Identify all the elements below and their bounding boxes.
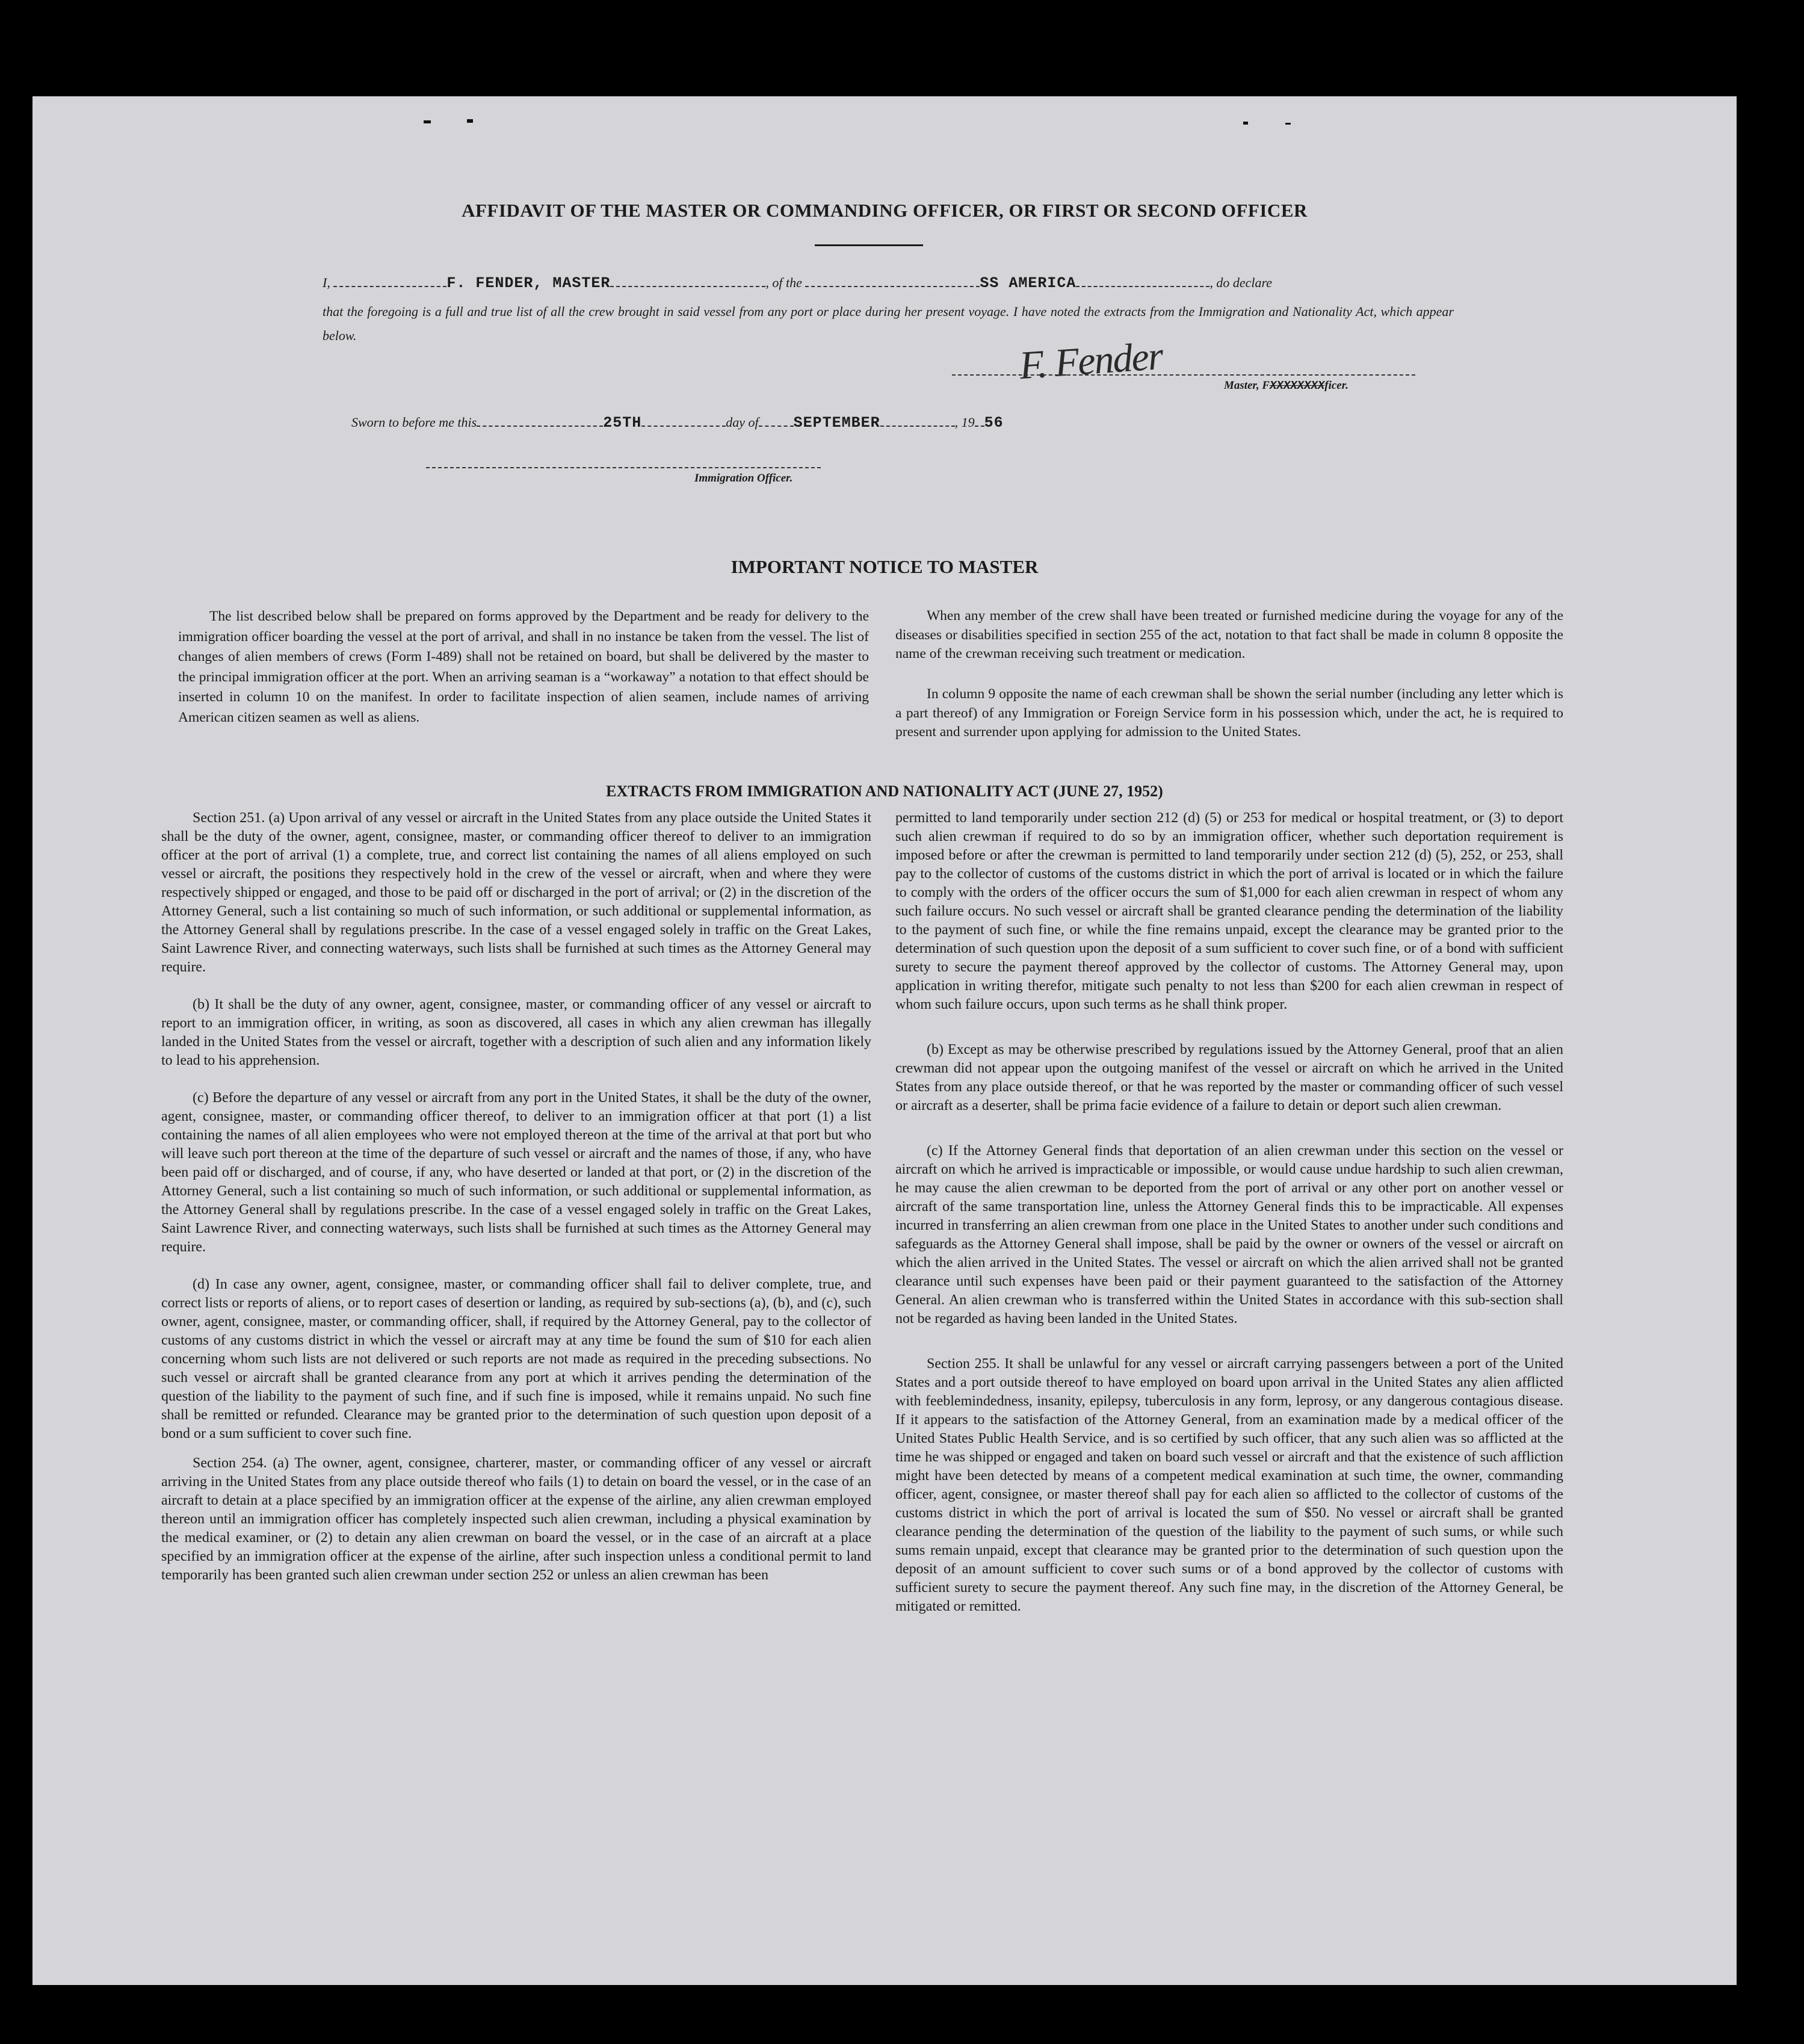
title-rule: [815, 244, 923, 246]
section-251-a: Section 251. (a) Upon arrival of any vessel or aircraft in the United States from any place outside the United States it shall be the duty of the owner, agent, consignee, master, or commanding officer thereof to deliver to an immigration officer at the port of arrival (1) a complete, true, and correct list containing the names of all aliens employed on such vessel or aircraft, the positions they respectively hold in the crew of the vessel or aircraft, when and where they were respectively shipped or engaged, and those to be paid off or discharged in the port of arrival; or (2) in the discretion of the Attorney General, such a list containing so much of such information, or such additional or supplemental information, as the Attorney General shall by regulations prescribe. In the case of a vessel engaged solely in traffic on the Great Lakes, Saint Lawrence River, and connecting waterways, such lists shall be furnished at such times as the Attorney General may require.: [161, 810, 871, 975]
scan-speck: [1243, 122, 1248, 125]
sworn-label: Sworn to before me this: [351, 415, 477, 430]
immigration-officer-caption: Immigration Officer.: [694, 472, 793, 485]
day-field[interactable]: 25TH: [603, 414, 642, 432]
master-name-field[interactable]: F. FENDER, MASTER: [446, 274, 611, 292]
month-field[interactable]: SEPTEMBER: [793, 414, 880, 432]
year-prefix: , 19: [954, 415, 975, 430]
signature-line: [952, 374, 1415, 376]
affidavit-title: AFFIDAVIT OF THE MASTER OR COMMANDING OFFICER, OR FIRST OR SECOND OFFICER: [462, 200, 1308, 221]
scan-speck: [1285, 123, 1291, 125]
year-field[interactable]: 56: [984, 414, 1004, 432]
day-of-label: day of: [726, 415, 759, 430]
immigration-officer-line: [426, 467, 821, 468]
section-254-a-cont: permitted to land temporarily under section 212 (d) (5) or 253 for medical or hospital treatment, or (3) to deport such alien crewman if required to do so by an immigration officer, whether such deportation requirement is imposed before or after the crewman is permitted to land temporarily under section 212 (d) (5), 252, or 253, shall pay to the collector of customs of the customs district in which the port of arrival is located or in which the failure to comply with the orders of the officer occurs the sum of $1,000 for each alien crewman in respect of whom any such failure occurs. No such vessel or aircraft shall be granted clearance pending the determination of the liability to the payment of such fine, or while the fine remains unpaid, except the clearance may be granted prior to the determination of such question upon the deposit of a sum sufficient to cover such fine, or of a bond with sufficient surety to secure the payment thereof approved by the collector of customs. The Attorney General may, upon application in writing therefor, mitigate such penalty to not less than $200 for each alien crewman in respect of whom such failure occurs, upon such terms as he shall think proper.: [895, 810, 1563, 1012]
of-the-label: , of the: [765, 275, 802, 290]
notice-title: IMPORTANT NOTICE TO MASTER: [731, 556, 1039, 577]
notice-left-text: The list described below shall be prepared on forms approved by the Department and be ready for delivery to the immigration officer boarding the vessel at the port of arrival, and shall in no instance be taken from the vessel. The list of changes of alien members of crews (Form I-489) shall not be retained on board, but shall be delivered by the master to the principal immigration officer at the port. When an arriving seaman is a “workaway” a notation to that effect should be inserted in column 10 on the manifest. In order to facilitate inspection of alien seamen, include names of arriving American citizen seamen as well as aliens.: [178, 609, 869, 725]
notice-right-text-1: When any member of the crew shall have been treated or furnished medicine during the voyage for any of the diseases or disabilities specified in section 255 of the act, notation to that fact shall be made in column 8 opposite the name of the crewman receiving such treatment or medication.: [895, 608, 1563, 661]
document-page: [32, 96, 1737, 1985]
extracts-right-column: [895, 809, 1563, 1635]
prefix-i: I,: [323, 275, 330, 290]
dash-fill: [880, 426, 955, 427]
declaration-text: that the foregoing is a full and true list of all the crew brought in said vessel from any port or place during her present voyage. I have noted the extracts from the Immigration and Nationality Act, which appear below.: [323, 304, 1454, 343]
master-caption: Master, FXXXXXXXXficer.: [1224, 379, 1348, 392]
struck-out-text: XXXXXXXX: [1270, 379, 1325, 392]
dash-fill: [333, 286, 446, 287]
section-255: Section 255. It shall be unlawful for any vessel or aircraft carrying passengers between a port of the United States and a port outside thereof to have employed on board upon arrival in the United States any alien afflicted with feeblemindedness, insanity, epilepsy, tuberculosis in any form, leprosy, or any dangerous contagious disease. If it appears to the satisfaction of the Attorney General, from an examination made by a medical officer of the United States Public Health Service, and is so certified by such officer, that any such alien was so afflicted at the time he was shipped or engaged and taken on board such vessel or aircraft and that the existence of such affliction might have been detected by means of a competent medical examination at such time, the owner, commanding officer, agent, consignee, or master thereof shall pay for each alien so afflicted to the collector of customs of the customs district in which the port of arrival is located the sum of $50. No vessel or aircraft shall be granted clearance pending the determination of the question of the liability to the payment of such sums, or while such sums remain unpaid, except that clearance may be granted prior to the determination of such question upon the deposit of an amount sufficient to cover such sums or of a bond approved by the collector of customs with sufficient surety to secure the payment thereof. Any such fine may, in the discretion of the Attorney General, be mitigated or remitted.: [895, 1356, 1563, 1614]
section-251-d: (d) In case any owner, agent, consignee, master, or commanding officer shall fail to deliver complete, true, and correct lists or reports of aliens, or to report cases of desertion or landing, as required by sub-sections (a), (b), and (c), such owner, agent, consignee, master, or commanding officer, shall, if required by the Attorney General, pay to the collector of customs of any customs district in which the vessel or aircraft may at any time be found the sum of $10 for each alien concerning whom such lists are not delivered or such reports are not made as required in the preceding subsections. No such vessel or aircraft shall be granted clearance from any port at which it arrives pending the determination of the question of the liability to the payment of such fine, and if such fine is imposed, while it remains unpaid. No such fine shall be remitted or refunded. Clearance may be granted prior to the determination of such question upon deposit of a bond or a sum sufficient to cover such fine.: [161, 1277, 871, 1442]
do-declare-label: , do declare: [1209, 275, 1273, 290]
scan-speck: [467, 119, 473, 123]
dash-fill: [1076, 286, 1209, 287]
declarant-line: [323, 274, 1460, 292]
dash-fill: [805, 286, 980, 287]
section-254-b: (b) Except as may be otherwise prescribed by regulations issued by the Attorney General, proof that an alien crewman did not appear upon the outgoing manifest of the vessel or aircraft on which he arrived in the United States from any place outside thereof, or that he was reported by the master or commanding officer of such vessel or aircraft as a deserter, shall be prima facie evidence of a failure to detain or deport such alien crewman.: [895, 1042, 1563, 1113]
dash-fill: [610, 286, 765, 287]
section-254-c: (c) If the Attorney General finds that deportation of an alien crewman under this section on the vessel or aircraft on which he arrived is impracticable or impossible, or would cause undue hardship to such alien crewman, he may cause the alien crewman to be deported from the port of arrival or any other port on another vessel or aircraft of the same transportation line, unless the Attorney General finds this to be impracticable. All expenses incurred in transferring an alien crewman from one place in the United States to another under such conditions and safeguards as the Attorney General shall impose, shall be paid by the owner or owners of the vessel or aircraft on which the alien arrived in the United States. The vessel or aircraft on which the alien arrived shall not be granted clearance until such expenses have been paid or their payment guaranteed to the satisfaction of the Attorney General. An alien crewman who is transferred within the United States in accordance with this sub-section shall not be regarded as having been landed in the United States.: [895, 1143, 1563, 1327]
master-signature: F. Fender: [1018, 333, 1164, 388]
dash-fill: [759, 426, 794, 427]
section-251-b: (b) It shall be the duty of any owner, agent, consignee, master, or commanding officer of any vessel or aircraft to report to an immigration officer, in writing, as soon as discovered, all cases in which any alien crewman has illegally landed in the United States from the vessel or aircraft, together with a description of such alien and any information likely to lead to his apprehension.: [161, 997, 871, 1068]
extracts-left-column: [161, 809, 871, 1603]
extracts-title: EXTRACTS FROM IMMIGRATION AND NATIONALITY ACT (JUNE 27, 1952): [606, 782, 1163, 800]
dash-fill: [975, 426, 984, 427]
notice-right-text-2: In column 9 opposite the name of each crewman shall be shown the serial number (including any letter which is a part thereof) of any Immigration or Foreign Service form in his possession which, under the act, he is required to present and surrender upon applying for admission to the United States.: [895, 686, 1563, 740]
section-254-a: Section 254. (a) The owner, agent, consignee, charterer, master, or commanding officer of any vessel or aircraft arriving in the United States from any place outside thereof who fails (1) to detain on board the vessel, or in the case of an aircraft to detain at a place specified by an immigration officer at the expense of the airline, any alien crewman employed thereon until an immigration officer has completely inspected such alien crewman, including a physical examination by the medical examiner, or (2) to detain any alien crewman on board the vessel, or in the case of an aircraft at a place specified by an immigration officer at the expense of the airline, after such inspection unless a conditional permit to land temporarily has been granted such alien crewman under section 252 or unless an alien crewman has been: [161, 1455, 871, 1583]
vessel-name-field[interactable]: SS AMERICA: [980, 274, 1077, 292]
scan-speck: [424, 120, 431, 123]
section-251-c: (c) Before the departure of any vessel or aircraft from any port in the United States, it shall be the duty of the owner, agent, consignee, master, or commanding officer thereof, to deliver to an immigration officer at that port (1) a list containing the names of all alien employees who were not employed thereon at the time of the arrival at that port but who will leave such port thereon at the time of the departure of such vessel or aircraft and the names of those, if any, who have been paid off or discharged, and of course, if any, who have deserted or landed at that port, or (2) in the discretion of the Attorney General, such a list containing so much of such information, or such additional or supplemental information, as the Attorney General shall by regulations prescribe. In the case of a vessel engaged solely in traffic on the Great Lakes, Saint Lawrence River, and connecting waterways, such lists shall be furnished at such times as the Attorney General may require.: [161, 1090, 871, 1255]
dash-fill: [641, 426, 726, 427]
dash-fill: [477, 426, 603, 427]
sworn-line: [351, 414, 1194, 432]
